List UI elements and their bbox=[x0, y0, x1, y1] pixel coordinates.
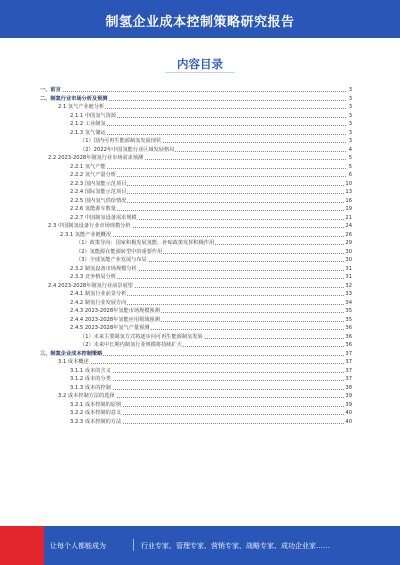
toc-entry-label: 2.1.3 氢气储运 bbox=[70, 129, 106, 136]
toc-entry[interactable] bbox=[40, 103, 352, 112]
toc-entry-page: 39 bbox=[345, 401, 352, 408]
toc-entry[interactable] bbox=[40, 248, 352, 257]
toc-entry-page: 3 bbox=[348, 121, 352, 127]
toc-entry-page: 26 bbox=[345, 231, 352, 238]
toc-entry[interactable] bbox=[40, 273, 352, 282]
toc-entry[interactable] bbox=[40, 375, 352, 384]
toc-entry-label: 3.2 成本控制方法的选择 bbox=[58, 393, 115, 399]
toc-entry-label: （1）国内可再生能源制氢发展现状 bbox=[80, 138, 162, 144]
toc-entry[interactable] bbox=[40, 324, 352, 333]
toc-entry-label: 2.2.2 氢气产量分析 bbox=[70, 172, 116, 178]
toc-entry-page: 37 bbox=[345, 376, 352, 382]
toc-leader-dots bbox=[58, 363, 346, 364]
toc-entry[interactable] bbox=[40, 341, 352, 350]
toc-entry[interactable] bbox=[40, 188, 352, 197]
toc-leader-dots bbox=[40, 91, 346, 92]
toc-entry[interactable] bbox=[40, 256, 352, 265]
toc-entry-page: 3 bbox=[348, 87, 352, 93]
toc-entry[interactable] bbox=[40, 333, 352, 342]
toc-entry-page: 34 bbox=[345, 299, 352, 306]
toc-entry-page: 13 bbox=[345, 189, 352, 195]
toc-entry[interactable] bbox=[40, 384, 352, 393]
toc-entry[interactable] bbox=[40, 137, 352, 146]
toc-entry[interactable] bbox=[40, 171, 352, 180]
toc-entry-page: 36 bbox=[345, 325, 352, 331]
toc-entry[interactable] bbox=[40, 299, 352, 308]
toc-entry-label: 2.2.5 国内氢气供给情况 bbox=[70, 197, 127, 204]
toc-entry-label: （2）未来中长期内制氢行业规模将持续扩大 bbox=[80, 342, 182, 348]
toc-entry-label: 一、前言 bbox=[40, 87, 61, 93]
toc-entry-label: 三、制氢企业成本控制策略 bbox=[40, 350, 103, 357]
toc-entry-label: 2.1.2 工业制氢 bbox=[70, 121, 106, 127]
toc-entry[interactable] bbox=[40, 86, 352, 95]
report-title: 制氢企业成本控制策略研究报告 bbox=[105, 15, 295, 30]
toc-entry[interactable] bbox=[40, 120, 352, 129]
toc-entry-label: 2.3 中国制氢设备行业市场规模分析 bbox=[48, 223, 131, 229]
toc-entry-label: 2.1.1 中国氢气资源 bbox=[70, 112, 116, 119]
toc-entry-page: 35 bbox=[345, 316, 352, 323]
toc-entry-label: 2.4.1 制氢行业前景分析 bbox=[70, 291, 127, 297]
toc-entry-page: 24 bbox=[345, 223, 352, 229]
toc-entry[interactable] bbox=[40, 367, 352, 376]
toc-entry-page: 40 bbox=[345, 418, 352, 425]
toc-entry-label: 2.4 2023-2028年制氢行业前景展望 bbox=[48, 282, 133, 289]
toc-entry-label: 3.1.3 成本的控制 bbox=[70, 384, 111, 391]
toc-leader-dots bbox=[70, 134, 346, 135]
toc-entry[interactable] bbox=[40, 358, 352, 367]
footer-roles: 行业专家、管理专家、营销专家、战略专家、成功企业家…… bbox=[141, 542, 330, 550]
toc-entry[interactable] bbox=[40, 265, 352, 274]
toc-entry-label: 2.4.5 2023-2028年氢气产量预测 bbox=[70, 325, 150, 331]
toc-entry[interactable] bbox=[40, 290, 352, 299]
toc-entry-page: 3 bbox=[348, 104, 352, 110]
toc-heading: 内容目录 bbox=[177, 57, 223, 71]
toc-entry-label: 2.3.2 制氢设备市场规模分析 bbox=[70, 265, 137, 272]
toc-entry-page: 39 bbox=[345, 393, 352, 399]
toc-entry-label: 2.2.1 氢气产能 bbox=[70, 163, 106, 170]
toc-entry[interactable] bbox=[40, 205, 352, 214]
toc-entry-page: 37 bbox=[345, 359, 352, 365]
toc-entry-label: 2.4.3 2023-2028年氢能市场规模预测 bbox=[70, 308, 160, 314]
toc-entry-page: 32 bbox=[345, 282, 352, 289]
toc-entry-page: 38 bbox=[345, 384, 352, 391]
table-of-contents bbox=[40, 86, 352, 426]
footer-slogan: 让每个人都能成为 bbox=[50, 542, 106, 550]
toc-entry-label: 2.2.3 国内氢能示范项目 bbox=[70, 180, 127, 187]
toc-entry[interactable] bbox=[40, 163, 352, 172]
toc-entry-label: 二、制氢行业市场分析及预测 bbox=[40, 95, 108, 102]
toc-entry-label: 2.2.4 国际氢能示范项目 bbox=[70, 189, 127, 195]
toc-entry-label: 3.1.1 成本的含义 bbox=[70, 367, 111, 374]
toc-entry[interactable] bbox=[40, 222, 352, 231]
footer-accent-block bbox=[0, 526, 44, 565]
toc-entry-label: 3.2.1 成本控制的原则 bbox=[70, 401, 122, 408]
toc-entry-label: 3.1.2 成本的分类 bbox=[70, 376, 111, 382]
toc-entry[interactable] bbox=[40, 95, 352, 104]
toc-entry-label: 2.3.1 氢能产业链概况 bbox=[60, 231, 112, 238]
toc-entry-label: 3.1 成本概述 bbox=[58, 359, 89, 365]
toc-entry[interactable] bbox=[40, 197, 352, 206]
toc-entry-page: 16 bbox=[345, 197, 352, 204]
toc-entry-label: 2.2 2023-2028年制氢行业市场需求预测 bbox=[48, 155, 144, 161]
toc-entry-label: （1）政策导向：国家积极发展氢能，补贴政策发挥积极作用 bbox=[76, 240, 215, 246]
toc-entry-page: 6 bbox=[348, 172, 352, 178]
toc-entry-page: 5 bbox=[348, 163, 352, 170]
toc-entry[interactable] bbox=[40, 112, 352, 121]
toc-entry[interactable] bbox=[40, 409, 352, 418]
toc-entry[interactable] bbox=[40, 146, 352, 155]
toc-entry-label: （2）氢能源在能源转型中的重要作用 bbox=[76, 248, 163, 255]
toc-entry-label: 2.1 氢气产业链分析 bbox=[58, 104, 105, 110]
toc-entry-page: 3 bbox=[348, 129, 352, 136]
toc-entry-page: 31 bbox=[345, 274, 352, 280]
toc-entry-page: 5 bbox=[348, 155, 352, 161]
toc-entry-page: 3 bbox=[348, 138, 352, 144]
toc-entry-page: 36 bbox=[345, 342, 352, 348]
toc-entry-label: 3.2.2 成本控制的意义 bbox=[70, 410, 122, 416]
toc-entry-page: 37 bbox=[345, 350, 352, 357]
toc-entry[interactable] bbox=[40, 154, 352, 163]
toc-entry[interactable] bbox=[40, 180, 352, 189]
toc-entry[interactable] bbox=[40, 418, 352, 427]
toc-entry-label: （2）2022年中国氢能行业区域发展格局 bbox=[80, 146, 175, 153]
toc-entry[interactable] bbox=[40, 231, 352, 240]
toc-entry-page: 40 bbox=[345, 410, 352, 416]
toc-entry[interactable] bbox=[40, 401, 352, 410]
toc-entry-page: 30 bbox=[345, 257, 352, 263]
toc-entry[interactable] bbox=[40, 282, 352, 291]
toc-entry-page: 3 bbox=[348, 112, 352, 119]
toc-entry-label: 2.4.4 2023-2028年氢能应用领域预测 bbox=[70, 316, 160, 323]
toc-entry-label: 2.3.3 竞争格局分析 bbox=[70, 274, 116, 280]
toc-entry[interactable] bbox=[40, 307, 352, 316]
toc-entry-label: 2.2.6 氢能源车数量 bbox=[70, 206, 116, 212]
toc-entry-page: 19 bbox=[345, 206, 352, 212]
toc-entry-page: 29 bbox=[345, 240, 352, 246]
footer-divider bbox=[133, 539, 134, 551]
toc-entry-page: 10 bbox=[345, 180, 352, 187]
toc-entry[interactable] bbox=[40, 392, 352, 401]
toc-entry-label: 3.2.3 成本控制的方法 bbox=[70, 418, 122, 425]
toc-entry-page: 3 bbox=[348, 95, 352, 102]
toc-entry[interactable] bbox=[40, 316, 352, 325]
toc-entry-page: 35 bbox=[345, 308, 352, 314]
toc-leader-dots bbox=[70, 168, 346, 169]
toc-leader-dots bbox=[70, 125, 346, 126]
toc-entry[interactable] bbox=[40, 239, 352, 248]
toc-entry-page: 37 bbox=[345, 367, 352, 374]
heading-divider bbox=[165, 72, 235, 73]
toc-entry[interactable] bbox=[40, 214, 352, 223]
toc-entry-page: 33 bbox=[345, 291, 352, 297]
toc-entry-page: 4 bbox=[348, 146, 352, 153]
toc-entry[interactable] bbox=[40, 350, 352, 359]
toc-entry-page: 30 bbox=[345, 248, 352, 255]
toc-entry-label: 2.2.7 中国制氢设备需求规模 bbox=[70, 214, 137, 221]
toc-entry-page: 31 bbox=[345, 265, 352, 272]
toc-entry-page: 21 bbox=[345, 214, 352, 221]
toc-entry-label: 2.4.2 制氢行业发展方向 bbox=[70, 299, 127, 306]
toc-entry-page: 36 bbox=[345, 333, 352, 340]
toc-entry[interactable] bbox=[40, 129, 352, 138]
toc-entry-label: （1）未来主要制氢方式将逐步向可再生能源制氢发展 bbox=[80, 333, 203, 340]
toc-entry-label: （3）全球氢能产业发展与布局 bbox=[76, 257, 147, 263]
